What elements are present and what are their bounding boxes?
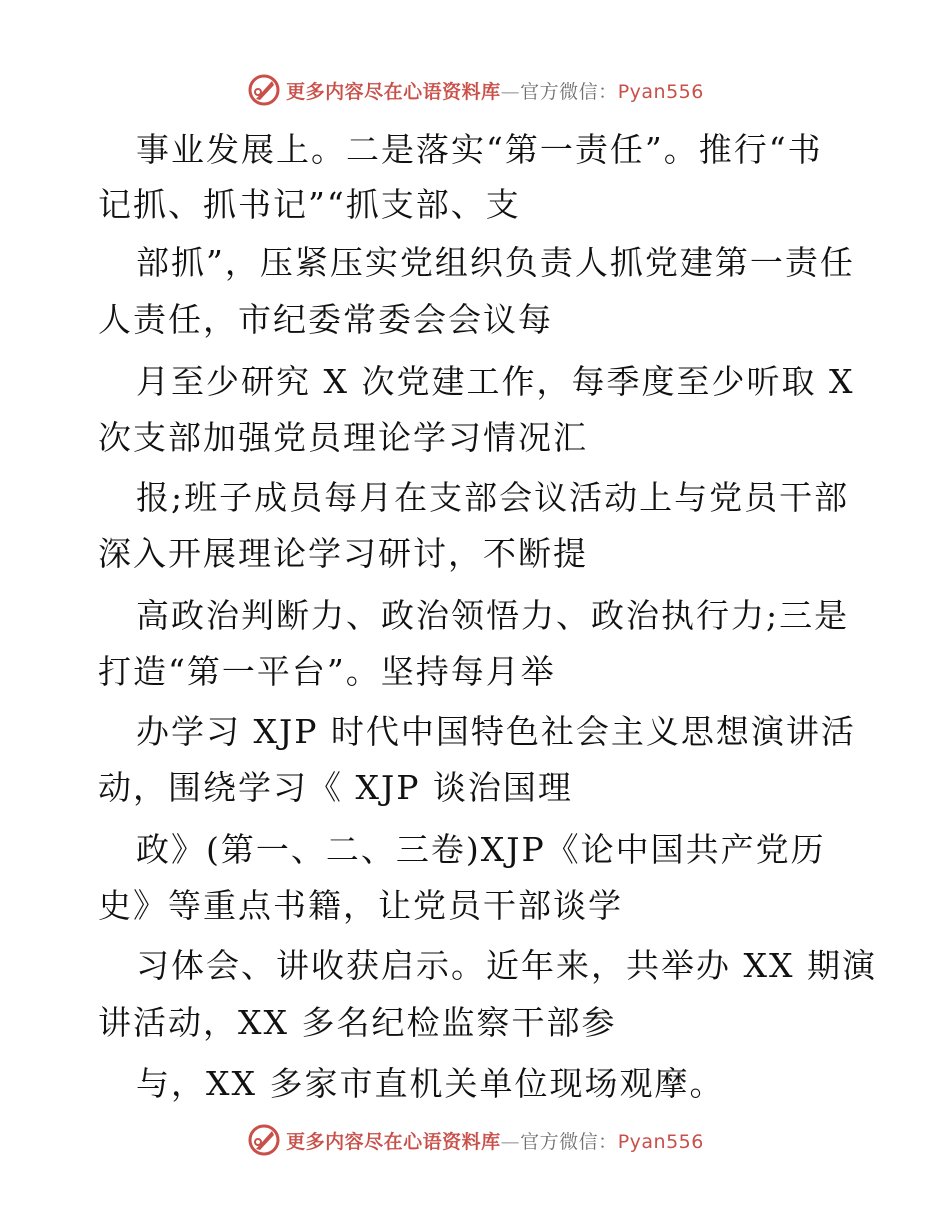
body-line: 记抓、抓书记”“抓支部、支 [98,185,521,224]
body-line: 高政治判断力、政治领悟力、政治执行力;三是 [136,596,850,635]
watermark-label: 官方微信： [520,1130,618,1153]
body-line: 办学习 XJP 时代中国特色社会主义思想演讲活 [136,712,856,751]
watermark-label: 官方微信： [520,80,618,103]
body-line: 史》等重点书籍，让党员干部谈学 [98,886,623,925]
body-line: 事业发展上。二是落实“第一责任”。推行“书 [136,130,823,169]
footer-watermark [0,1118,950,1162]
body-line: 习体会、讲收获启示。近年来，共举办 XX 期演 [136,946,877,985]
quill-logo-icon [246,1122,282,1158]
header-watermark [0,68,950,112]
body-line: 与，XX 多家市直机关单位现场观摩。 [136,1064,725,1103]
body-line: 报;班子成员每月在支部会议活动上与党员干部 [136,478,850,517]
body-line: 深入开展理论学习研讨，不断提 [98,534,588,573]
watermark-dash: — [500,80,521,103]
body-line: 打造“第一平台”。坚持每月举 [98,652,556,691]
watermark-brand: 更多内容尽在心语资料库 [286,1130,501,1153]
watermark-id: Pyan556 [617,80,704,103]
body-line: 部抓”，压紧压实党组织负责人抓党建第一责任 [136,243,855,282]
watermark-id: Pyan556 [617,1130,704,1153]
body-line: 人责任，市纪委常委会会议每 [98,300,553,339]
watermark-brand: 更多内容尽在心语资料库 [286,80,501,103]
body-line: 政》(第一、二、三卷)XJP《论中国共产党历 [136,830,826,869]
watermark-text [286,1127,704,1154]
body-line: 月至少研究 X 次党建工作，每季度至少听取 X [136,362,855,401]
quill-logo-icon [246,72,282,108]
body-line: 动，围绕学习《 XJP 谈治国理 [98,768,573,807]
body-line: 次支部加强党员理论学习情况汇 [98,418,588,457]
watermark-dash: — [500,1130,521,1153]
body-line: 讲活动，XX 多名纪检监察干部参 [98,1003,617,1042]
watermark-text [286,77,704,104]
